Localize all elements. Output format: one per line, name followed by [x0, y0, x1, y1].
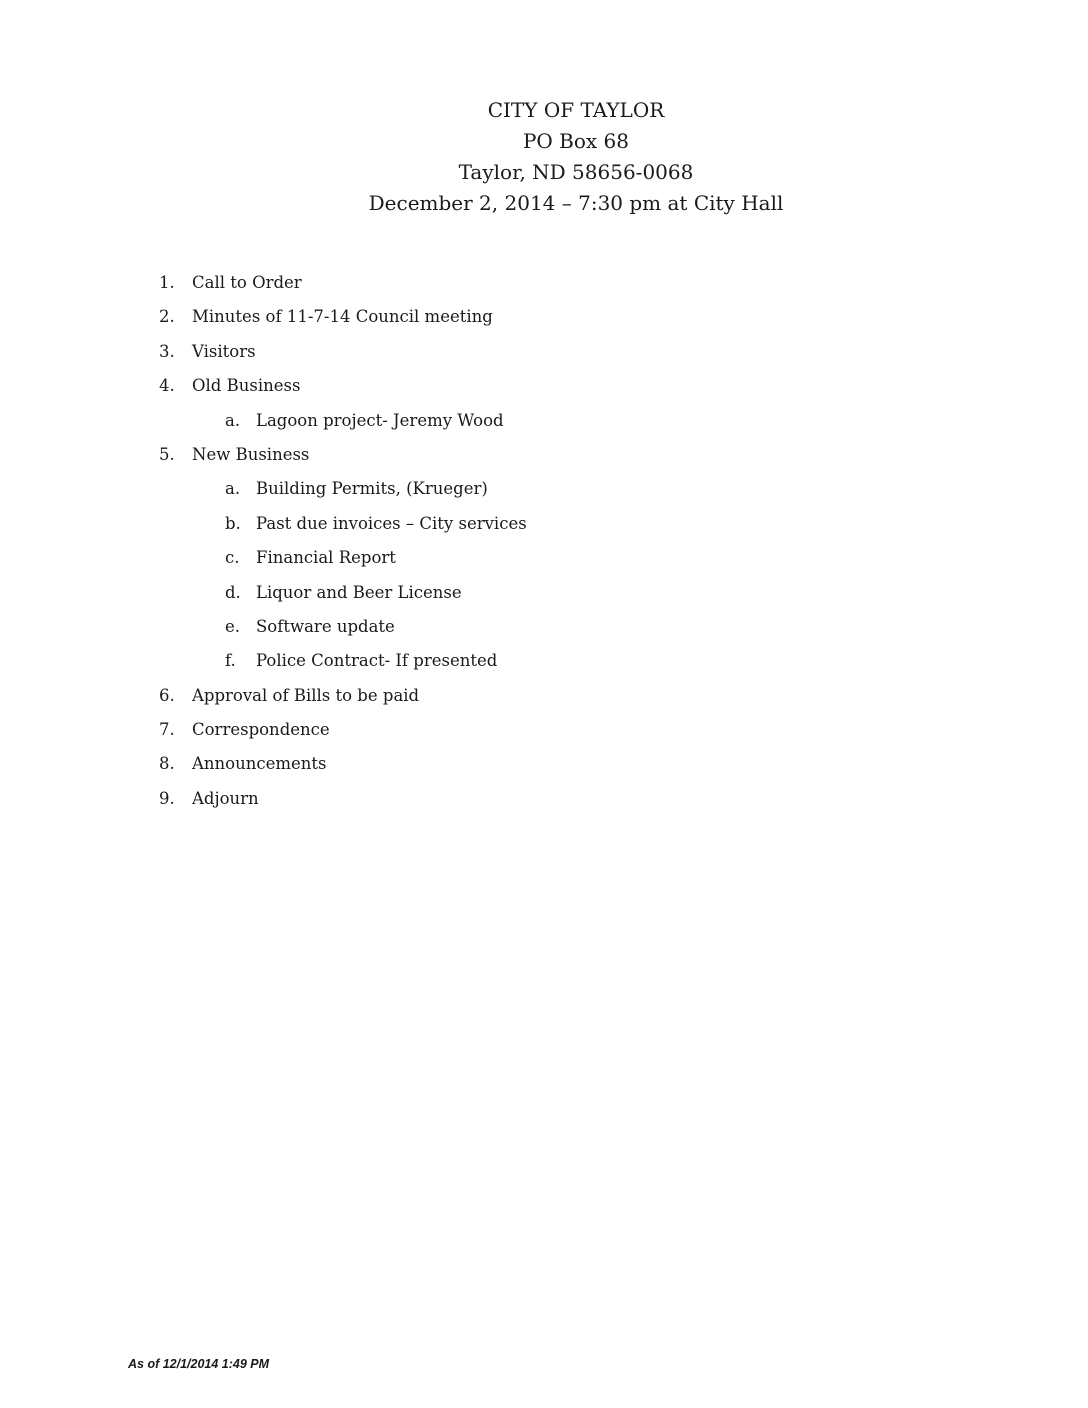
- agenda-item: [0, 373, 1088, 407]
- agenda-item-text: Old Business: [192, 376, 301, 396]
- agenda-item-text: Call to Order: [192, 273, 302, 292]
- po-box: PO Box 68: [522, 129, 630, 153]
- agenda-item-text: Approval of Bills to be paid: [192, 685, 420, 705]
- agenda-item-text: Visitors: [192, 341, 256, 361]
- agenda-subitem-text: Past due invoices – City services: [256, 513, 527, 533]
- agenda-subitem: [0, 580, 1088, 614]
- agenda-subitem: [0, 408, 1088, 442]
- agenda-item: [0, 304, 1088, 338]
- agenda-subitem: [0, 648, 1088, 682]
- agenda-subitem-letter: f.: [225, 651, 236, 671]
- agenda-item-number: 6.: [159, 685, 175, 705]
- city-name: CITY OF TAYLOR: [487, 98, 665, 122]
- agenda-subitem-letter: a.: [225, 479, 241, 499]
- agenda-subitem-letter: d.: [225, 582, 241, 602]
- letterhead: [0, 95, 1088, 219]
- agenda-subitem: [0, 614, 1088, 648]
- agenda-item: [0, 683, 1088, 717]
- agenda-item-number: 8.: [159, 754, 175, 774]
- agenda-subitem-letter: a.: [225, 410, 241, 430]
- agenda-item-number: 5.: [159, 444, 175, 464]
- agenda-subitem-letter: b.: [225, 513, 241, 533]
- agenda-item: [0, 339, 1088, 373]
- agenda-subitem-text: Financial Report: [256, 548, 396, 568]
- agenda-item-number: 3.: [159, 341, 175, 361]
- agenda-item: [0, 442, 1088, 476]
- agenda-subitem-text: Liquor and Beer License: [256, 582, 462, 602]
- city-address: Taylor, ND 58656-0068: [458, 160, 694, 184]
- agenda-item-number: 4.: [159, 376, 175, 396]
- agenda-item-text: New Business: [192, 444, 310, 464]
- agenda-subitem-letter: e.: [225, 616, 241, 636]
- footer-timestamp: As of 12/1/2014 1:49 PM: [128, 1357, 270, 1371]
- agenda-subitem-text: Software update: [256, 616, 395, 636]
- agenda-item-number: 7.: [159, 720, 175, 740]
- agenda-subitem: [0, 476, 1088, 510]
- agenda-item-text: Adjourn: [192, 788, 259, 808]
- agenda-item: [0, 717, 1088, 751]
- agenda-item: [0, 751, 1088, 785]
- agenda-subitem-text: Lagoon project- Jeremy Wood: [256, 410, 504, 430]
- agenda-subitem: [0, 545, 1088, 579]
- agenda-item: [0, 270, 1088, 304]
- agenda-subitem-text: Building Permits, (Krueger): [256, 479, 488, 499]
- agenda-subitem: [0, 511, 1088, 545]
- agenda-item-text: Announcements: [192, 754, 327, 774]
- agenda-item-number: 9.: [159, 788, 175, 808]
- agenda-item-text: Correspondence: [192, 720, 330, 740]
- agenda-item-text: Minutes of 11-7-14 Council meeting: [192, 307, 493, 327]
- agenda-item-number: 2.: [159, 307, 175, 327]
- agenda-subitem-text: Police Contract- If presented: [256, 651, 498, 671]
- agenda-item-number: 1.: [159, 273, 175, 292]
- agenda-subitem-letter: c.: [225, 548, 240, 568]
- agenda-item: [0, 786, 1088, 820]
- meeting-date-location: December 2, 2014 – 7:30 pm at City Hall: [368, 191, 784, 215]
- agenda-list: [0, 270, 1088, 820]
